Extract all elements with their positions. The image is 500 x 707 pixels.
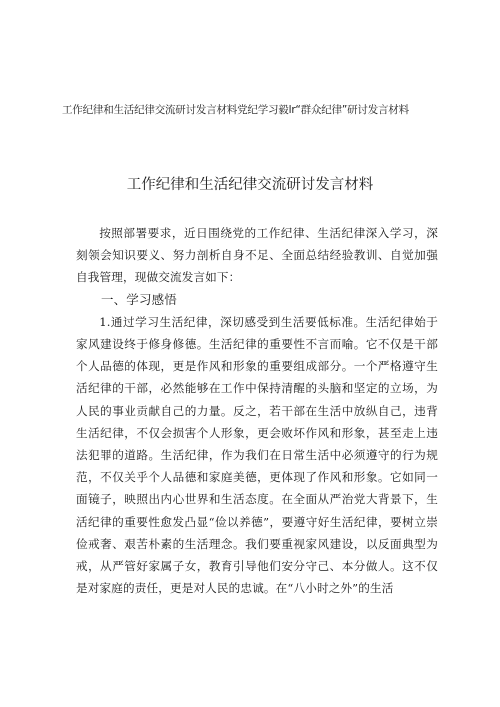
body-paragraph: 1.通过学习生活纪律，深切感受到生活要低标准。生活纪律始于家风建设终于修身修德。生活纪律的重要性不言而喻。它不仅是干部个人品德的体现，更是作风和形象的重要组成部分。一个严格遵守生活纪律的干部，必然能够在工作中保持清醒的头脑和坚定的立场，为人民的事业贡献自己的力量。反之，若干部在生活中放纵自己，违背生活纪律，不仅会损害个人形象，更会败坏作风和形象，甚至走上违法犯罪的道路。生活纪律，作为我们在日常生活中必须遵守的行为规范，不仅关乎个人品德和家庭美德，更体现了作风和形象。它如同一面镜子，映照出内心世界和生活态度。在全面从严治党大背景下，生活纪律的重要性愈发凸显“俭以养德”，要遵守好生活纪律，要树立崇俭戒奢、艰苦朴素的生活理念。我们要重视家风建设，以反面典型为戒，从严管好家属子女，教育引导他们安分守己、本分做人。这不仅是对家庭的责任，更是对人民的忠诚。在“八小时之外”的生活 [76, 314, 438, 596]
document-title: 工作纪律和生活纪律交流研讨发言材料 [126, 177, 374, 193]
running-header: 工作纪律和生活纪律交流研讨发言材料党纪学习毅lr“群众纪律”研讨发言材料 [62, 104, 409, 116]
intro-paragraph: 按照部署要求，近日围绕党的工作纪律、生活纪律深入学习，深刻领会知识要义、努力剖析自身不足、全面总结经验教训、自觉加强自我管理，现做交流发言如下： [76, 226, 438, 285]
section-heading: 一、学习感悟 [101, 291, 177, 307]
document-body [76, 222, 438, 599]
